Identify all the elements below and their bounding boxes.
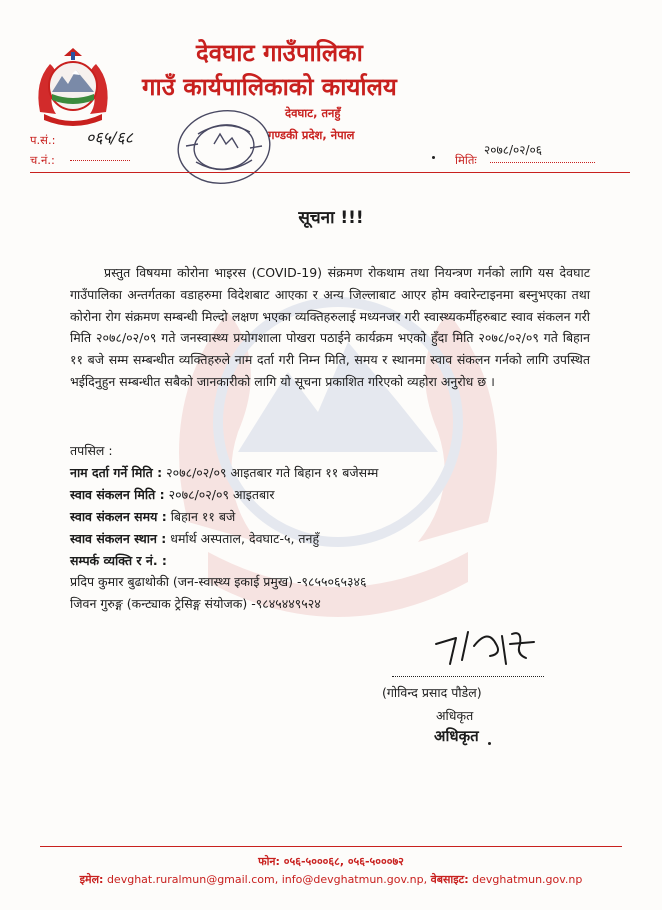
contact-person: प्रदिप कुमार बुढाथोकी (जन-स्वास्थ्य इकाई प्रमुख) -९८५५०६५३४६ xyxy=(70,574,367,590)
reference-number-label: प.सं.: xyxy=(30,133,56,147)
notice-body-paragraph xyxy=(70,262,590,393)
website-value: devghatmun.gov.np xyxy=(472,873,583,886)
website-label: वेबसाइट: xyxy=(430,873,469,886)
email-value: devghat.ruralmun@gmail.com, info@devghatmun.gov.np, xyxy=(106,873,428,886)
signature-line xyxy=(392,676,544,677)
signature-dot-mark xyxy=(488,742,491,745)
letter-date-value: २०७८/०२/०६ xyxy=(484,143,543,157)
detail-row xyxy=(70,528,590,550)
detail-value: २०७८/०२/०९ आइतबार गते बिहान ११ बजेसम्म xyxy=(166,464,379,480)
notice-details xyxy=(70,440,590,615)
detail-row xyxy=(70,506,590,528)
details-heading: तपसिल : xyxy=(70,443,113,458)
office-subtitle: गाउँ कार्यपालिकाको कार्यालय xyxy=(142,73,397,101)
signatory-designation: अधिकृत xyxy=(436,708,474,723)
footer-divider xyxy=(40,846,622,847)
letter-date-blank xyxy=(490,162,595,163)
header-divider xyxy=(30,172,630,173)
detail-label: स्वाव संकलन मिति : xyxy=(70,486,165,502)
detail-label: नाम दर्ता गर्ने मिति : xyxy=(70,464,163,480)
designation-stamp: अधिकृत xyxy=(434,727,479,745)
notice-body-text: प्रस्तुत विषयमा कोरोना भाइरस (COVID-19) संक्रमण रोकथाम तथा नियन्त्रण गर्नको लागि यस देवघाट गाउँपालिका अन्तर्गतका वडाहरुमा विदेशबाट आएका र अन्य जिल्लाबाट आएर होम क्वारेन्टाइनमा बस्नुभएका तथा कोरोना रोग संक्रमण सम्बन्धी मिल्दो लक्षण भएका व्यक्तिहरुलाई मध्यनजर गरी स्वास्थ्यकर्मीहरुबाट स्वाव संकलन गरी मिति २०७८/०२/०९ गते जनस्वास्थ्य प्रयोगशाला पोखरा पठाईने कार्यक्रम भएको हुँदा मिति २०७८/०२/०९ गते बिहान ११ बजे सम्म सम्बन्धीत व्यक्तिहरुले नाम दर्ता गरी निम्न मिति, समय र स्थानमा स्वाव संकलन गर्नको लागि उपस्थित भईदिनुहुन सम्बन्धीत सबैको जानकारीको लागि यो सूचना प्रकाशित गरिएको व्यहोरा अनुरोध छ । xyxy=(70,265,590,389)
dispatch-number-label: च.नं.: xyxy=(30,153,55,167)
office-seal-stamp-icon xyxy=(168,104,280,190)
contact-heading: सम्पर्क व्यक्ति र नं. : xyxy=(70,552,167,568)
letter-date-label: मितिः xyxy=(455,153,477,167)
footer-phone xyxy=(0,854,662,869)
address-line-2: गण्डकी प्रदेश, नेपाल xyxy=(268,128,355,142)
dispatch-number-blank xyxy=(70,160,130,161)
footer-contacts xyxy=(0,872,662,887)
detail-row xyxy=(70,484,590,506)
contact-person: जिवन गुरुङ्ग (कन्ट्याक ट्रेसिङ्ग संयोजक) -९८४५४४९५२४ xyxy=(70,596,321,612)
address-line-1: देवघाट, तनहुँ xyxy=(285,106,341,120)
email-label: इमेल: xyxy=(79,873,104,886)
header-dot-mark xyxy=(432,156,435,159)
detail-label: स्वाव संकलन स्थान : xyxy=(70,530,167,546)
detail-label: स्वाव संकलन समय : xyxy=(70,508,167,524)
detail-row xyxy=(70,462,590,484)
phone-value: ०५६-५०००६८, ०५६-५०००७२ xyxy=(283,855,404,868)
phone-label: फोन: xyxy=(258,855,280,868)
detail-value: २०७८/०२/०९ आइतबार xyxy=(168,486,275,502)
reference-number-value: ०६५/६८ xyxy=(86,128,133,147)
signature-mark xyxy=(398,620,548,676)
nepal-emblem-icon xyxy=(30,42,116,128)
office-name: देवघाट गाउँपालिका xyxy=(196,39,363,67)
detail-value: बिहान ११ बजे xyxy=(170,508,236,524)
signatory-name: (गोविन्द प्रसाद पौडेल) xyxy=(382,685,482,700)
notice-title: सूचना !!! xyxy=(298,208,364,228)
detail-value: धर्मार्थ अस्पताल, देवघाट-५, तनहुँ xyxy=(170,530,320,546)
